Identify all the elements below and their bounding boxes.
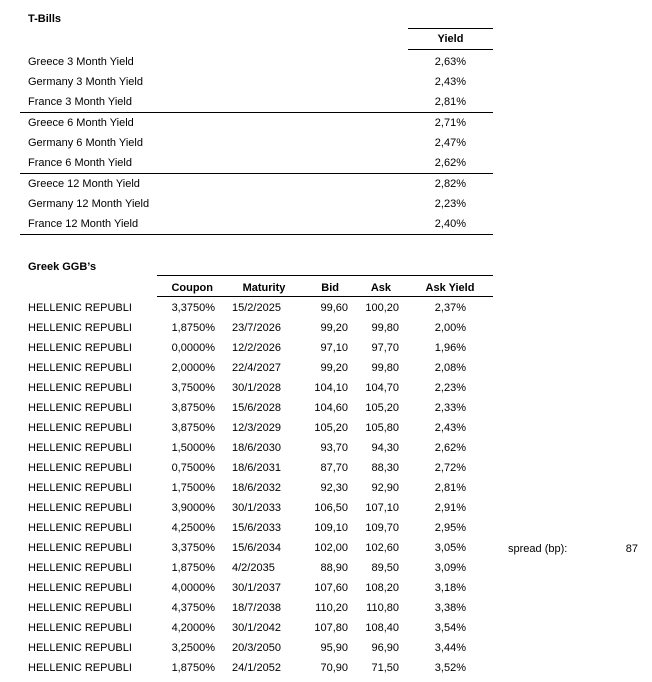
spread-label: spread (bp): bbox=[508, 543, 568, 555]
ggb-ask-yield: 2,33% bbox=[434, 402, 466, 414]
tbill-row bbox=[0, 52, 652, 72]
ggb-bid: 105,20 bbox=[314, 422, 348, 434]
ggb-coupon: 1,8750% bbox=[171, 662, 215, 674]
ggb-issuer: HELLENIC REPUBLI bbox=[28, 382, 132, 394]
tbill-name: Germany 6 Month Yield bbox=[28, 137, 143, 149]
tbill-yield: 2,62% bbox=[434, 157, 466, 169]
ggb-ask-yield: 2,81% bbox=[434, 482, 466, 494]
ggb-ask: 105,80 bbox=[365, 422, 399, 434]
ggb-coupon: 3,8750% bbox=[171, 402, 215, 414]
ggb-ask-yield: 3,44% bbox=[434, 642, 466, 654]
ggb-row bbox=[0, 598, 652, 618]
ggb-ask: 71,50 bbox=[371, 662, 399, 674]
ggb-maturity: 15/6/2028 bbox=[232, 402, 281, 414]
col-header-bid: Bid bbox=[321, 282, 339, 294]
ggb-ask: 88,30 bbox=[371, 462, 399, 474]
ggb-ask: 89,50 bbox=[371, 562, 399, 574]
ggb-coupon: 1,8750% bbox=[171, 562, 215, 574]
ggb-maturity: 20/3/2050 bbox=[232, 642, 281, 654]
ggb-bid: 99,20 bbox=[320, 322, 348, 334]
tbill-yield: 2,82% bbox=[434, 178, 466, 190]
tbill-yield: 2,43% bbox=[434, 76, 466, 88]
ggb-ask-yield: 3,05% bbox=[434, 542, 466, 554]
col-header-maturity: Maturity bbox=[242, 282, 286, 294]
col-header-ask: Ask bbox=[370, 282, 391, 294]
ggb-bid: 99,20 bbox=[320, 362, 348, 374]
tbill-yield: 2,23% bbox=[434, 198, 466, 210]
ggb-maturity: 24/1/2052 bbox=[232, 662, 281, 674]
ggb-bid: 107,60 bbox=[314, 582, 348, 594]
tbill-yield: 2,47% bbox=[434, 137, 466, 149]
ggb-bid: 109,10 bbox=[314, 522, 348, 534]
ggb-ask: 107,10 bbox=[365, 502, 399, 514]
ggbs-header-top-rule bbox=[157, 275, 493, 276]
ggb-maturity: 30/1/2033 bbox=[232, 502, 281, 514]
ggb-ask: 96,90 bbox=[371, 642, 399, 654]
tbill-row bbox=[0, 153, 652, 173]
ggb-coupon: 4,2500% bbox=[171, 522, 215, 534]
ggb-row bbox=[0, 378, 652, 398]
ggb-maturity: 30/1/2028 bbox=[232, 382, 281, 394]
ggb-ask: 99,80 bbox=[371, 322, 399, 334]
tbill-row bbox=[0, 194, 652, 214]
ggb-ask-yield: 2,62% bbox=[434, 442, 466, 454]
ggb-issuer: HELLENIC REPUBLI bbox=[28, 302, 132, 314]
ggb-issuer: HELLENIC REPUBLI bbox=[28, 602, 132, 614]
ggb-ask-yield: 2,95% bbox=[434, 522, 466, 534]
ggb-maturity: 18/6/2032 bbox=[232, 482, 281, 494]
ggb-ask: 100,20 bbox=[365, 302, 399, 314]
spread-value: 87 bbox=[625, 543, 638, 555]
ggb-coupon: 0,7500% bbox=[171, 462, 215, 474]
ggb-issuer: HELLENIC REPUBLI bbox=[28, 402, 132, 414]
ggb-coupon: 4,0000% bbox=[171, 582, 215, 594]
ggbs-header-bottom-rule bbox=[157, 296, 493, 297]
ggb-bid: 99,60 bbox=[320, 302, 348, 314]
ggb-row bbox=[0, 498, 652, 518]
ggb-issuer: HELLENIC REPUBLI bbox=[28, 422, 132, 434]
tbill-row bbox=[0, 72, 652, 92]
ggb-bid: 95,90 bbox=[320, 642, 348, 654]
ggb-issuer: HELLENIC REPUBLI bbox=[28, 342, 132, 354]
ggbs-title: Greek GGB’s bbox=[28, 261, 97, 273]
ggb-row bbox=[0, 338, 652, 358]
ggb-row bbox=[0, 618, 652, 638]
ggb-ask-yield: 2,91% bbox=[434, 502, 466, 514]
ggb-issuer: HELLENIC REPUBLI bbox=[28, 462, 132, 474]
tbill-name: Greece 12 Month Yield bbox=[28, 178, 140, 190]
ggb-ask-yield: 2,23% bbox=[434, 382, 466, 394]
ggb-coupon: 3,9000% bbox=[171, 502, 215, 514]
ggb-row bbox=[0, 658, 652, 678]
ggb-issuer: HELLENIC REPUBLI bbox=[28, 322, 132, 334]
ggb-ask-yield: 3,09% bbox=[434, 562, 466, 574]
tbills-header-top-rule bbox=[408, 28, 493, 29]
ggb-ask-yield: 3,18% bbox=[434, 582, 466, 594]
ggb-row bbox=[0, 438, 652, 458]
ggb-coupon: 1,5000% bbox=[171, 442, 215, 454]
ggb-ask: 92,90 bbox=[371, 482, 399, 494]
ggb-coupon: 1,8750% bbox=[171, 322, 215, 334]
ggb-ask: 110,80 bbox=[366, 602, 399, 614]
ggb-bid: 70,90 bbox=[320, 662, 348, 674]
ggb-coupon: 3,2500% bbox=[171, 642, 215, 654]
ggb-maturity: 23/7/2026 bbox=[232, 322, 281, 334]
ggb-bid: 110,20 bbox=[315, 602, 348, 614]
ggb-issuer: HELLENIC REPUBLI bbox=[28, 582, 132, 594]
ggb-row bbox=[0, 458, 652, 478]
ggb-coupon: 4,2000% bbox=[171, 622, 215, 634]
tbill-row bbox=[0, 133, 652, 153]
ggb-ask: 97,70 bbox=[371, 342, 399, 354]
ggb-ask-yield: 3,54% bbox=[434, 622, 466, 634]
tbill-name: France 3 Month Yield bbox=[28, 96, 132, 108]
tbill-name: Germany 3 Month Yield bbox=[28, 76, 143, 88]
ggb-row bbox=[0, 318, 652, 338]
ggb-issuer: HELLENIC REPUBLI bbox=[28, 562, 132, 574]
ggb-bid: 107,80 bbox=[314, 622, 348, 634]
ggb-ask-yield: 3,52% bbox=[434, 662, 466, 674]
ggb-row bbox=[0, 578, 652, 598]
ggb-row bbox=[0, 558, 652, 578]
ggb-issuer: HELLENIC REPUBLI bbox=[28, 522, 132, 534]
ggb-coupon: 3,3750% bbox=[171, 542, 215, 554]
ggb-row bbox=[0, 398, 652, 418]
tbill-yield: 2,40% bbox=[434, 218, 466, 230]
ggb-maturity: 12/3/2029 bbox=[232, 422, 281, 434]
tbill-row bbox=[0, 214, 652, 234]
ggb-coupon: 2,0000% bbox=[171, 362, 215, 374]
ggb-maturity: 18/7/2038 bbox=[232, 602, 281, 614]
ggb-bid: 93,70 bbox=[320, 442, 348, 454]
ggb-bid: 104,10 bbox=[314, 382, 348, 394]
ggb-issuer: HELLENIC REPUBLI bbox=[28, 622, 132, 634]
ggb-bid: 88,90 bbox=[320, 562, 348, 574]
tbills-header-bottom-rule bbox=[408, 49, 493, 50]
tbill-row bbox=[0, 174, 652, 194]
ggb-maturity: 18/6/2030 bbox=[232, 442, 281, 454]
ggb-row bbox=[0, 418, 652, 438]
tbill-name: France 12 Month Yield bbox=[28, 218, 139, 230]
ggb-ask: 108,20 bbox=[365, 582, 399, 594]
tbill-name: Greece 3 Month Yield bbox=[28, 56, 134, 68]
tbill-name: Germany 12 Month Yield bbox=[28, 198, 150, 210]
tbill-row bbox=[0, 92, 652, 112]
ggb-issuer: HELLENIC REPUBLI bbox=[28, 482, 132, 494]
ggb-issuer: HELLENIC REPUBLI bbox=[28, 502, 132, 514]
ggb-ask: 94,30 bbox=[371, 442, 399, 454]
ggb-coupon: 3,7500% bbox=[171, 382, 215, 394]
ggb-issuer: HELLENIC REPUBLI bbox=[28, 362, 132, 374]
ggb-maturity: 15/6/2034 bbox=[232, 542, 281, 554]
tbill-yield: 2,63% bbox=[434, 56, 466, 68]
col-header-ask-yield: Ask Yield bbox=[425, 282, 475, 294]
ggb-issuer: HELLENIC REPUBLI bbox=[28, 442, 132, 454]
ggb-coupon: 3,3750% bbox=[171, 302, 215, 314]
ggb-ask-yield: 2,37% bbox=[434, 302, 466, 314]
ggb-row bbox=[0, 638, 652, 658]
ggb-maturity: 12/2/2026 bbox=[232, 342, 281, 354]
ggb-ask-yield: 2,08% bbox=[434, 362, 466, 374]
ggb-bid: 92,30 bbox=[320, 482, 348, 494]
ggb-ask: 105,20 bbox=[365, 402, 399, 414]
ggb-coupon: 3,8750% bbox=[171, 422, 215, 434]
ggb-ask: 104,70 bbox=[365, 382, 399, 394]
ggb-ask: 109,70 bbox=[365, 522, 399, 534]
tbills-title: T-Bills bbox=[28, 13, 62, 25]
ggb-ask-yield: 2,00% bbox=[434, 322, 466, 334]
ggb-issuer: HELLENIC REPUBLI bbox=[28, 662, 132, 674]
ggb-bid: 106,50 bbox=[314, 502, 348, 514]
ggb-issuer: HELLENIC REPUBLI bbox=[28, 542, 132, 554]
ggb-bid: 104,60 bbox=[314, 402, 348, 414]
ggb-maturity: 15/6/2033 bbox=[232, 522, 281, 534]
ggb-row bbox=[0, 298, 652, 318]
ggb-bid: 102,00 bbox=[314, 542, 348, 554]
ggb-ask: 108,40 bbox=[365, 622, 399, 634]
ggb-maturity: 18/6/2031 bbox=[232, 462, 281, 474]
ggb-maturity: 15/2/2025 bbox=[232, 302, 281, 314]
tbill-name: Greece 6 Month Yield bbox=[28, 117, 134, 129]
ggb-ask-yield: 2,43% bbox=[434, 422, 466, 434]
ggb-bid: 87,70 bbox=[320, 462, 348, 474]
ggb-coupon: 4,3750% bbox=[171, 602, 215, 614]
ggb-maturity: 30/1/2042 bbox=[232, 622, 281, 634]
ggb-coupon: 0,0000% bbox=[171, 342, 215, 354]
tbill-row bbox=[0, 113, 652, 133]
ggb-ask-yield: 3,38% bbox=[434, 602, 466, 614]
ggb-maturity: 4/2/2035 bbox=[232, 562, 275, 574]
tbill-name: France 6 Month Yield bbox=[28, 157, 132, 169]
ggb-issuer: HELLENIC REPUBLI bbox=[28, 642, 132, 654]
tbill-yield: 2,71% bbox=[434, 117, 466, 129]
ggb-maturity: 22/4/2027 bbox=[232, 362, 281, 374]
ggb-ask: 99,80 bbox=[371, 362, 399, 374]
ggb-row bbox=[0, 518, 652, 538]
ggb-row bbox=[0, 358, 652, 378]
ggb-coupon: 1,7500% bbox=[171, 482, 215, 494]
col-header-coupon: Coupon bbox=[171, 282, 213, 294]
tbills-group-rule bbox=[20, 234, 493, 235]
ggb-maturity: 30/1/2037 bbox=[232, 582, 281, 594]
tbills-yield-header: Yield bbox=[437, 33, 464, 45]
ggb-ask: 102,60 bbox=[365, 542, 399, 554]
ggb-bid: 97,10 bbox=[320, 342, 348, 354]
tbill-yield: 2,81% bbox=[434, 96, 466, 108]
ggb-ask-yield: 2,72% bbox=[434, 462, 466, 474]
ggb-row bbox=[0, 478, 652, 498]
ggb-ask-yield: 1,96% bbox=[434, 342, 466, 354]
ggbs-header-row bbox=[0, 278, 652, 298]
